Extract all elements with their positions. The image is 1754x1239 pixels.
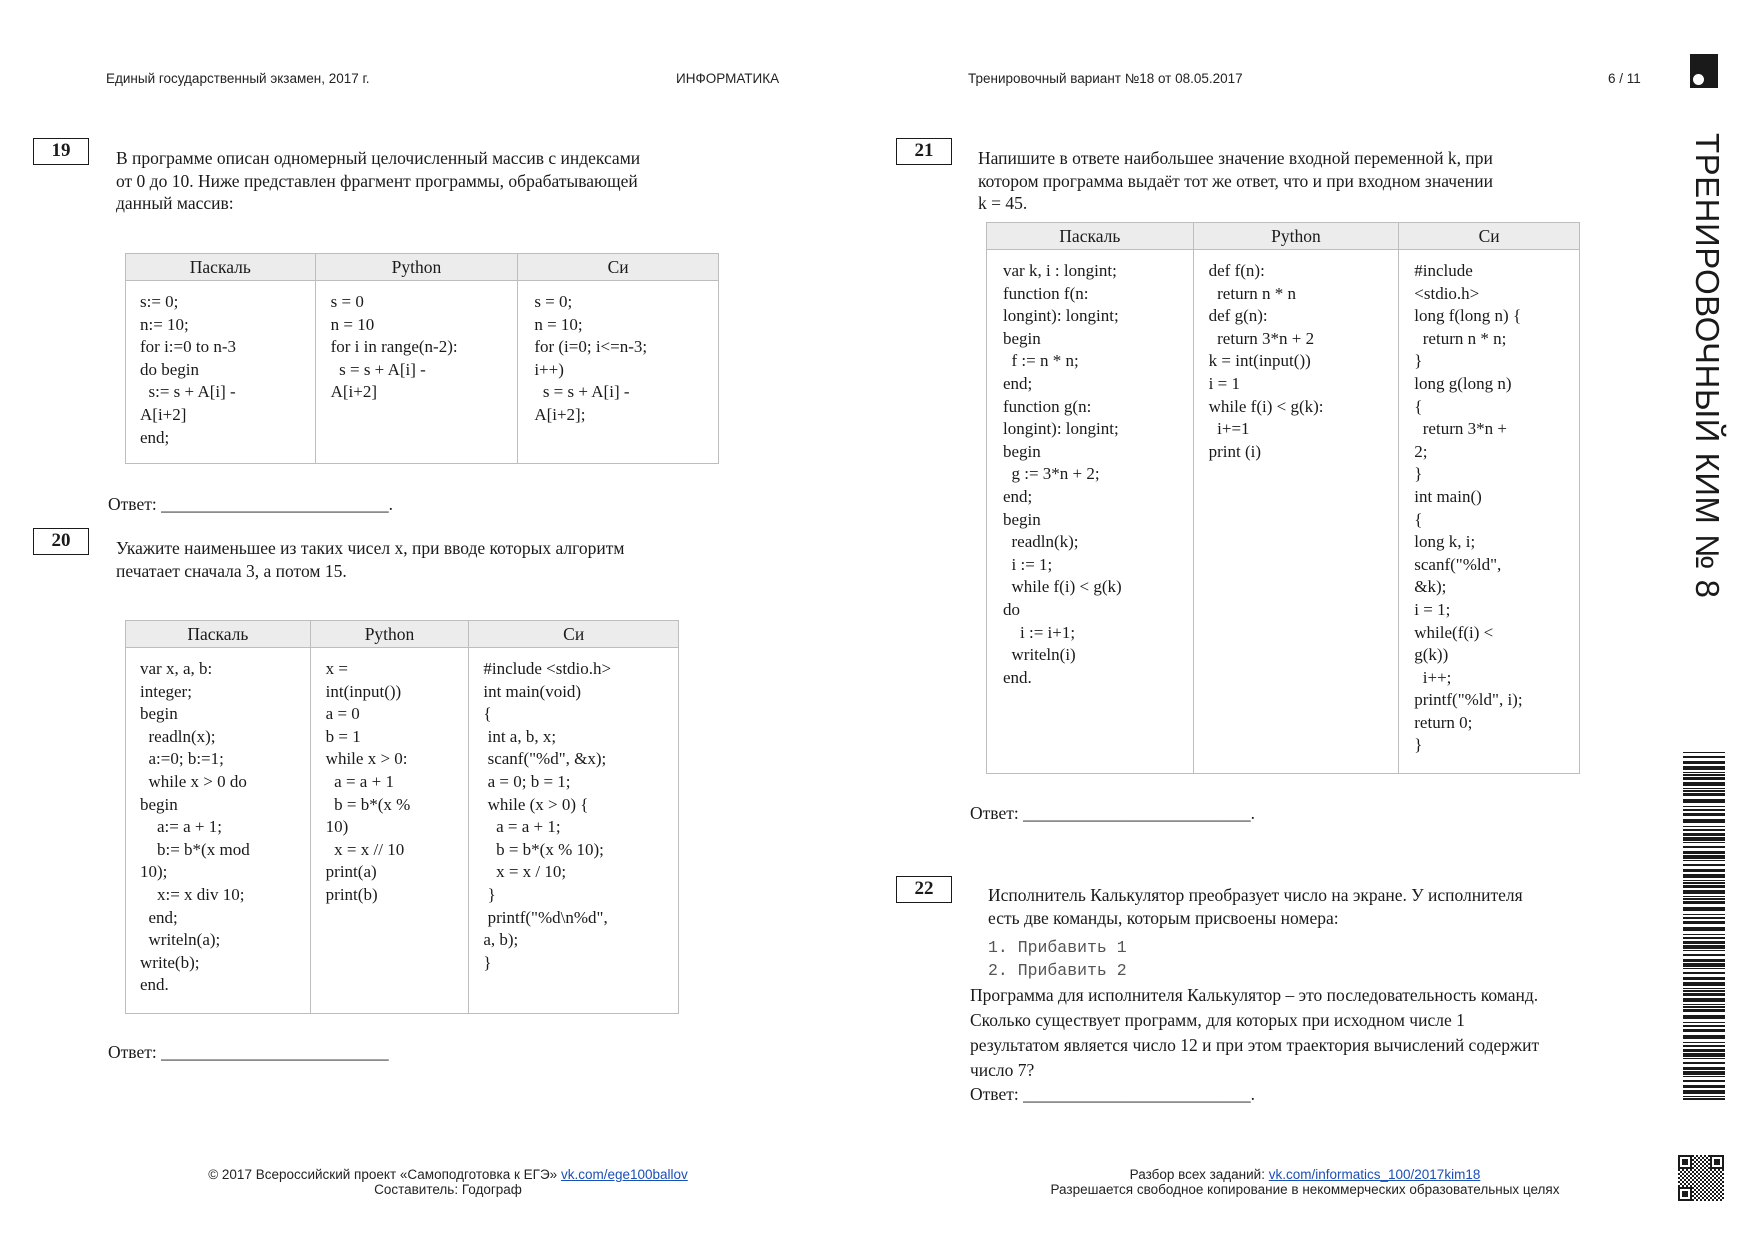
- answer-label: Ответ:: [108, 1042, 157, 1062]
- code-line: a:=0; b:=1;: [140, 749, 224, 769]
- code-line: b:= b*(x mod: [140, 839, 250, 859]
- code-line: }: [1414, 735, 1423, 755]
- footer-copyright: © 2017 Всероссийский проект «Самоподготовка к ЕГЭ»: [208, 1167, 558, 1182]
- code-line: A[i+2]: [140, 404, 187, 424]
- task-number-21: 21: [896, 138, 952, 165]
- q21-c-code: [1399, 250, 1580, 774]
- code-line: }: [1414, 351, 1423, 371]
- q22-body-line: число 7?: [970, 1060, 1035, 1080]
- q22-body-line: Сколько существует программ, для которых при исходном числе 1: [970, 1010, 1465, 1030]
- code-line: int(input()): [325, 681, 402, 701]
- code-line: end.: [140, 975, 169, 995]
- code-line: a:= a + 1;: [140, 817, 222, 837]
- code-line: var k, i : longint;: [1003, 261, 1117, 280]
- code-line: for i:=0 to n-3: [140, 337, 236, 357]
- q22-intro-line: есть две команды, которым присвоены номера:: [988, 907, 1339, 928]
- code-line: int main(void): [483, 681, 582, 701]
- code-line: a = a + 1: [325, 771, 394, 791]
- q20-text-line: Укажите наименьшее из таких чисел x, при вводе которых алгоритм: [116, 538, 625, 558]
- code-line: b = b*(x %: [325, 794, 411, 814]
- q19-c-code: [518, 281, 719, 464]
- footer-link-ege100ballov[interactable]: vk.com/ege100ballov: [560, 1167, 688, 1182]
- footer-link-kim18[interactable]: vk.com/informatics_100/2017kim18: [1268, 1167, 1481, 1182]
- corner-marker-icon: [1690, 54, 1718, 88]
- code-line: longint): longint;: [1003, 419, 1119, 439]
- code-line: b = b*(x % 10);: [483, 839, 604, 859]
- code-line: 10): [325, 817, 349, 837]
- q20-pascal-code: [126, 648, 311, 1014]
- code-line: end;: [1003, 486, 1033, 506]
- code-line: #include <stdio.h>: [483, 659, 612, 678]
- q20-text-line: печатает сначала 3, а потом 15.: [116, 560, 347, 581]
- code-line: int main(): [1414, 486, 1482, 506]
- code-line: end;: [140, 427, 170, 447]
- code-line: print (i): [1208, 441, 1262, 461]
- q22-intro-line: Исполнитель Калькулятор преобразует число на экране. У исполнителя: [988, 885, 1523, 905]
- code-line: {: [483, 704, 492, 724]
- code-line: i = 1;: [1414, 599, 1451, 619]
- code-line: scanf("%d", &x);: [483, 749, 607, 769]
- code-line: 2;: [1414, 441, 1428, 461]
- code-line: writeln(a);: [140, 930, 221, 950]
- q21-text: [978, 147, 1493, 215]
- code-line: long f(long n) {: [1414, 306, 1522, 326]
- q21-code-table: [986, 222, 1580, 774]
- code-line: begin: [1003, 509, 1041, 529]
- code-line: begin: [1003, 328, 1041, 348]
- code-line: begin: [1003, 441, 1041, 461]
- answer-label: Ответ:: [970, 1084, 1019, 1104]
- code-line: return 3*n +: [1414, 419, 1507, 439]
- q22-body-line: Программа для исполнителя Калькулятор – это последовательность команд.: [970, 985, 1539, 1005]
- code-line: end.: [1003, 667, 1032, 687]
- code-line: }: [483, 952, 492, 972]
- code-line: }: [483, 884, 496, 904]
- code-line: i++;: [1414, 667, 1452, 687]
- code-line: #include: [1414, 261, 1473, 280]
- q21-text-line: Напишите в ответе наибольшее значение входной переменной k, при: [978, 148, 1493, 168]
- code-line: print(a): [325, 862, 377, 882]
- code-line: begin: [140, 794, 178, 814]
- code-line: scanf("%ld",: [1414, 554, 1502, 574]
- code-line: begin: [140, 704, 178, 724]
- code-line: a = a + 1;: [483, 817, 561, 837]
- q19-header-pascal: Паскаль: [126, 254, 316, 281]
- code-line: i+=1: [1208, 419, 1250, 439]
- q21-text-line: котором программа выдаёт тот же ответ, что и при входном значении: [978, 170, 1493, 191]
- header-subject: ИНФОРМАТИКА: [676, 71, 780, 86]
- q21-pascal-code: [987, 250, 1194, 774]
- q22-command-1: 1. Прибавить 1: [988, 938, 1127, 957]
- q20-text: [116, 537, 624, 582]
- q20-python-code: [310, 648, 469, 1014]
- code-line: printf("%ld", i);: [1414, 690, 1523, 710]
- q19-pascal-code: [126, 281, 316, 464]
- answer-label: Ответ:: [970, 803, 1019, 823]
- code-line: s = s + A[i] -: [534, 382, 630, 402]
- code-line: x = x // 10: [325, 839, 405, 859]
- code-line: a, b);: [483, 930, 519, 950]
- q20-answer-line: __________________________: [161, 1042, 389, 1062]
- q19-header-python: Python: [315, 254, 518, 281]
- code-line: while f(i) < g(k): [1003, 577, 1122, 597]
- side-title: ТРЕНИРОВОЧНЫЙ КИМ № 8: [1689, 133, 1726, 599]
- code-line: long k, i;: [1414, 532, 1476, 552]
- q19-answer: [108, 494, 393, 515]
- code-line: i++): [534, 359, 564, 379]
- code-line: return 0;: [1414, 712, 1473, 732]
- code-line: while (x > 0) {: [483, 794, 589, 814]
- code-line: i := 1;: [1003, 554, 1053, 574]
- code-line: s = 0;: [534, 292, 573, 311]
- code-line: printf("%d\n%d",: [483, 907, 608, 927]
- code-line: A[i+2];: [534, 404, 586, 424]
- code-line: a = 0: [325, 704, 360, 724]
- q20-header-c: Си: [469, 621, 679, 648]
- code-line: do begin: [140, 359, 200, 379]
- code-line: s = 0: [330, 292, 364, 311]
- code-line: {: [1414, 509, 1423, 529]
- q19-text-line: В программе описан одномерный целочисленный массив с индексами: [116, 148, 641, 168]
- code-line: f := n * n;: [1003, 351, 1079, 371]
- q22-body: [970, 983, 1539, 1083]
- code-line: def f(n):: [1208, 261, 1265, 280]
- code-line: n = 10: [330, 314, 375, 334]
- footer-author: Составитель: Годограф: [374, 1182, 522, 1197]
- task-number-20: 20: [33, 528, 89, 555]
- q19-code-table: [125, 253, 719, 464]
- code-line: 10);: [140, 862, 168, 882]
- q19-header-c: Си: [518, 254, 719, 281]
- q19-text-line: от 0 до 10. Ниже представлен фрагмент программы, обрабатывающей: [116, 170, 638, 191]
- code-line: write(b);: [140, 952, 200, 972]
- header-variant: Тренировочный вариант №18 от 08.05.2017: [968, 71, 1243, 86]
- code-line: A[i+2]: [330, 382, 378, 402]
- code-line: function g(n:: [1003, 396, 1092, 416]
- code-line: do: [1003, 599, 1020, 619]
- code-line: while x > 0:: [325, 749, 408, 769]
- q20-answer: [108, 1042, 389, 1063]
- answer-label: Ответ:: [108, 494, 157, 514]
- code-line: return n * n: [1208, 283, 1296, 303]
- code-line: long g(long n): [1414, 373, 1512, 393]
- code-line: s = s + A[i] -: [330, 359, 426, 379]
- code-line: end;: [140, 907, 178, 927]
- code-line: while x > 0 do: [140, 771, 247, 791]
- code-line: s:= 0;: [140, 292, 179, 311]
- code-line: readln(x);: [140, 726, 216, 746]
- task-number-22: 22: [896, 876, 952, 903]
- q22-intro: [988, 884, 1523, 929]
- code-line: function f(n:: [1003, 283, 1089, 303]
- code-line: return n * n;: [1414, 328, 1507, 348]
- code-line: i = 1: [1208, 373, 1240, 393]
- q22-answer: [970, 1084, 1255, 1105]
- code-line: int a, b, x;: [483, 726, 557, 746]
- q21-header-python: Python: [1193, 223, 1399, 250]
- q21-header-c: Си: [1399, 223, 1580, 250]
- header-exam: Единый государственный экзамен, 2017 г.: [106, 71, 370, 86]
- q20-c-code: [469, 648, 679, 1014]
- code-line: longint): longint;: [1003, 306, 1119, 326]
- code-line: for (i=0; i<=n-3;: [534, 337, 648, 357]
- q20-code-table: [125, 620, 679, 1014]
- page-number: 6 / 11: [1608, 71, 1641, 86]
- q21-answer-line: __________________________.: [1023, 803, 1255, 823]
- q21-answer: [970, 803, 1255, 824]
- code-line: def g(n):: [1208, 306, 1268, 326]
- footer-license: Разрешается свободное копирование в некоммерческих образовательных целях: [1050, 1182, 1560, 1197]
- q19-python-code: [315, 281, 518, 464]
- q19-text: [116, 147, 640, 215]
- code-line: integer;: [140, 681, 192, 701]
- code-line: i := i+1;: [1003, 622, 1076, 642]
- q21-header-pascal: Паскаль: [987, 223, 1194, 250]
- code-line: }: [1414, 464, 1423, 484]
- code-line: while f(i) < g(k):: [1208, 396, 1324, 416]
- code-line: var x, a, b:: [140, 659, 213, 678]
- q19-text-line: данный массив:: [116, 193, 234, 213]
- q21-text-line: k = 45.: [978, 193, 1028, 213]
- footer-analysis-label: Разбор всех заданий:: [1129, 1167, 1265, 1182]
- code-line: x:= x div 10;: [140, 884, 245, 904]
- code-line: k = int(input()): [1208, 351, 1311, 371]
- footer-right: [1010, 1167, 1600, 1197]
- code-line: return 3*n + 2: [1208, 328, 1315, 348]
- code-line: readln(k);: [1003, 532, 1079, 552]
- q21-python-code: [1193, 250, 1399, 774]
- barcode-icon: [1683, 752, 1725, 1100]
- footer-left: [188, 1167, 708, 1197]
- code-line: g(k)): [1414, 645, 1449, 665]
- code-line: end;: [1003, 373, 1033, 393]
- code-line: g := 3*n + 2;: [1003, 464, 1100, 484]
- qr-code-icon: [1678, 1155, 1724, 1201]
- code-line: {: [1414, 396, 1423, 416]
- code-line: writeln(i): [1003, 645, 1076, 665]
- code-line: x =: [325, 659, 349, 678]
- code-line: &k);: [1414, 577, 1447, 597]
- task-number-19: 19: [33, 138, 89, 165]
- q20-header-python: Python: [310, 621, 469, 648]
- code-line: n:= 10;: [140, 314, 189, 334]
- q22-answer-line: __________________________.: [1023, 1084, 1255, 1104]
- code-line: <stdio.h>: [1414, 283, 1480, 303]
- code-line: s:= s + A[i] -: [140, 382, 236, 402]
- q22-command-2: 2. Прибавить 2: [988, 961, 1127, 980]
- code-line: b = 1: [325, 726, 361, 746]
- code-line: a = 0; b = 1;: [483, 771, 571, 791]
- code-line: x = x / 10;: [483, 862, 567, 882]
- q20-header-pascal: Паскаль: [126, 621, 311, 648]
- code-line: for i in range(n-2):: [330, 337, 458, 357]
- code-line: print(b): [325, 884, 378, 904]
- q22-body-line: результатом является число 12 и при этом траектория вычислений содержит: [970, 1035, 1540, 1055]
- q19-answer-line: __________________________.: [161, 494, 393, 514]
- code-line: while(f(i) <: [1414, 622, 1494, 642]
- code-line: n = 10;: [534, 314, 583, 334]
